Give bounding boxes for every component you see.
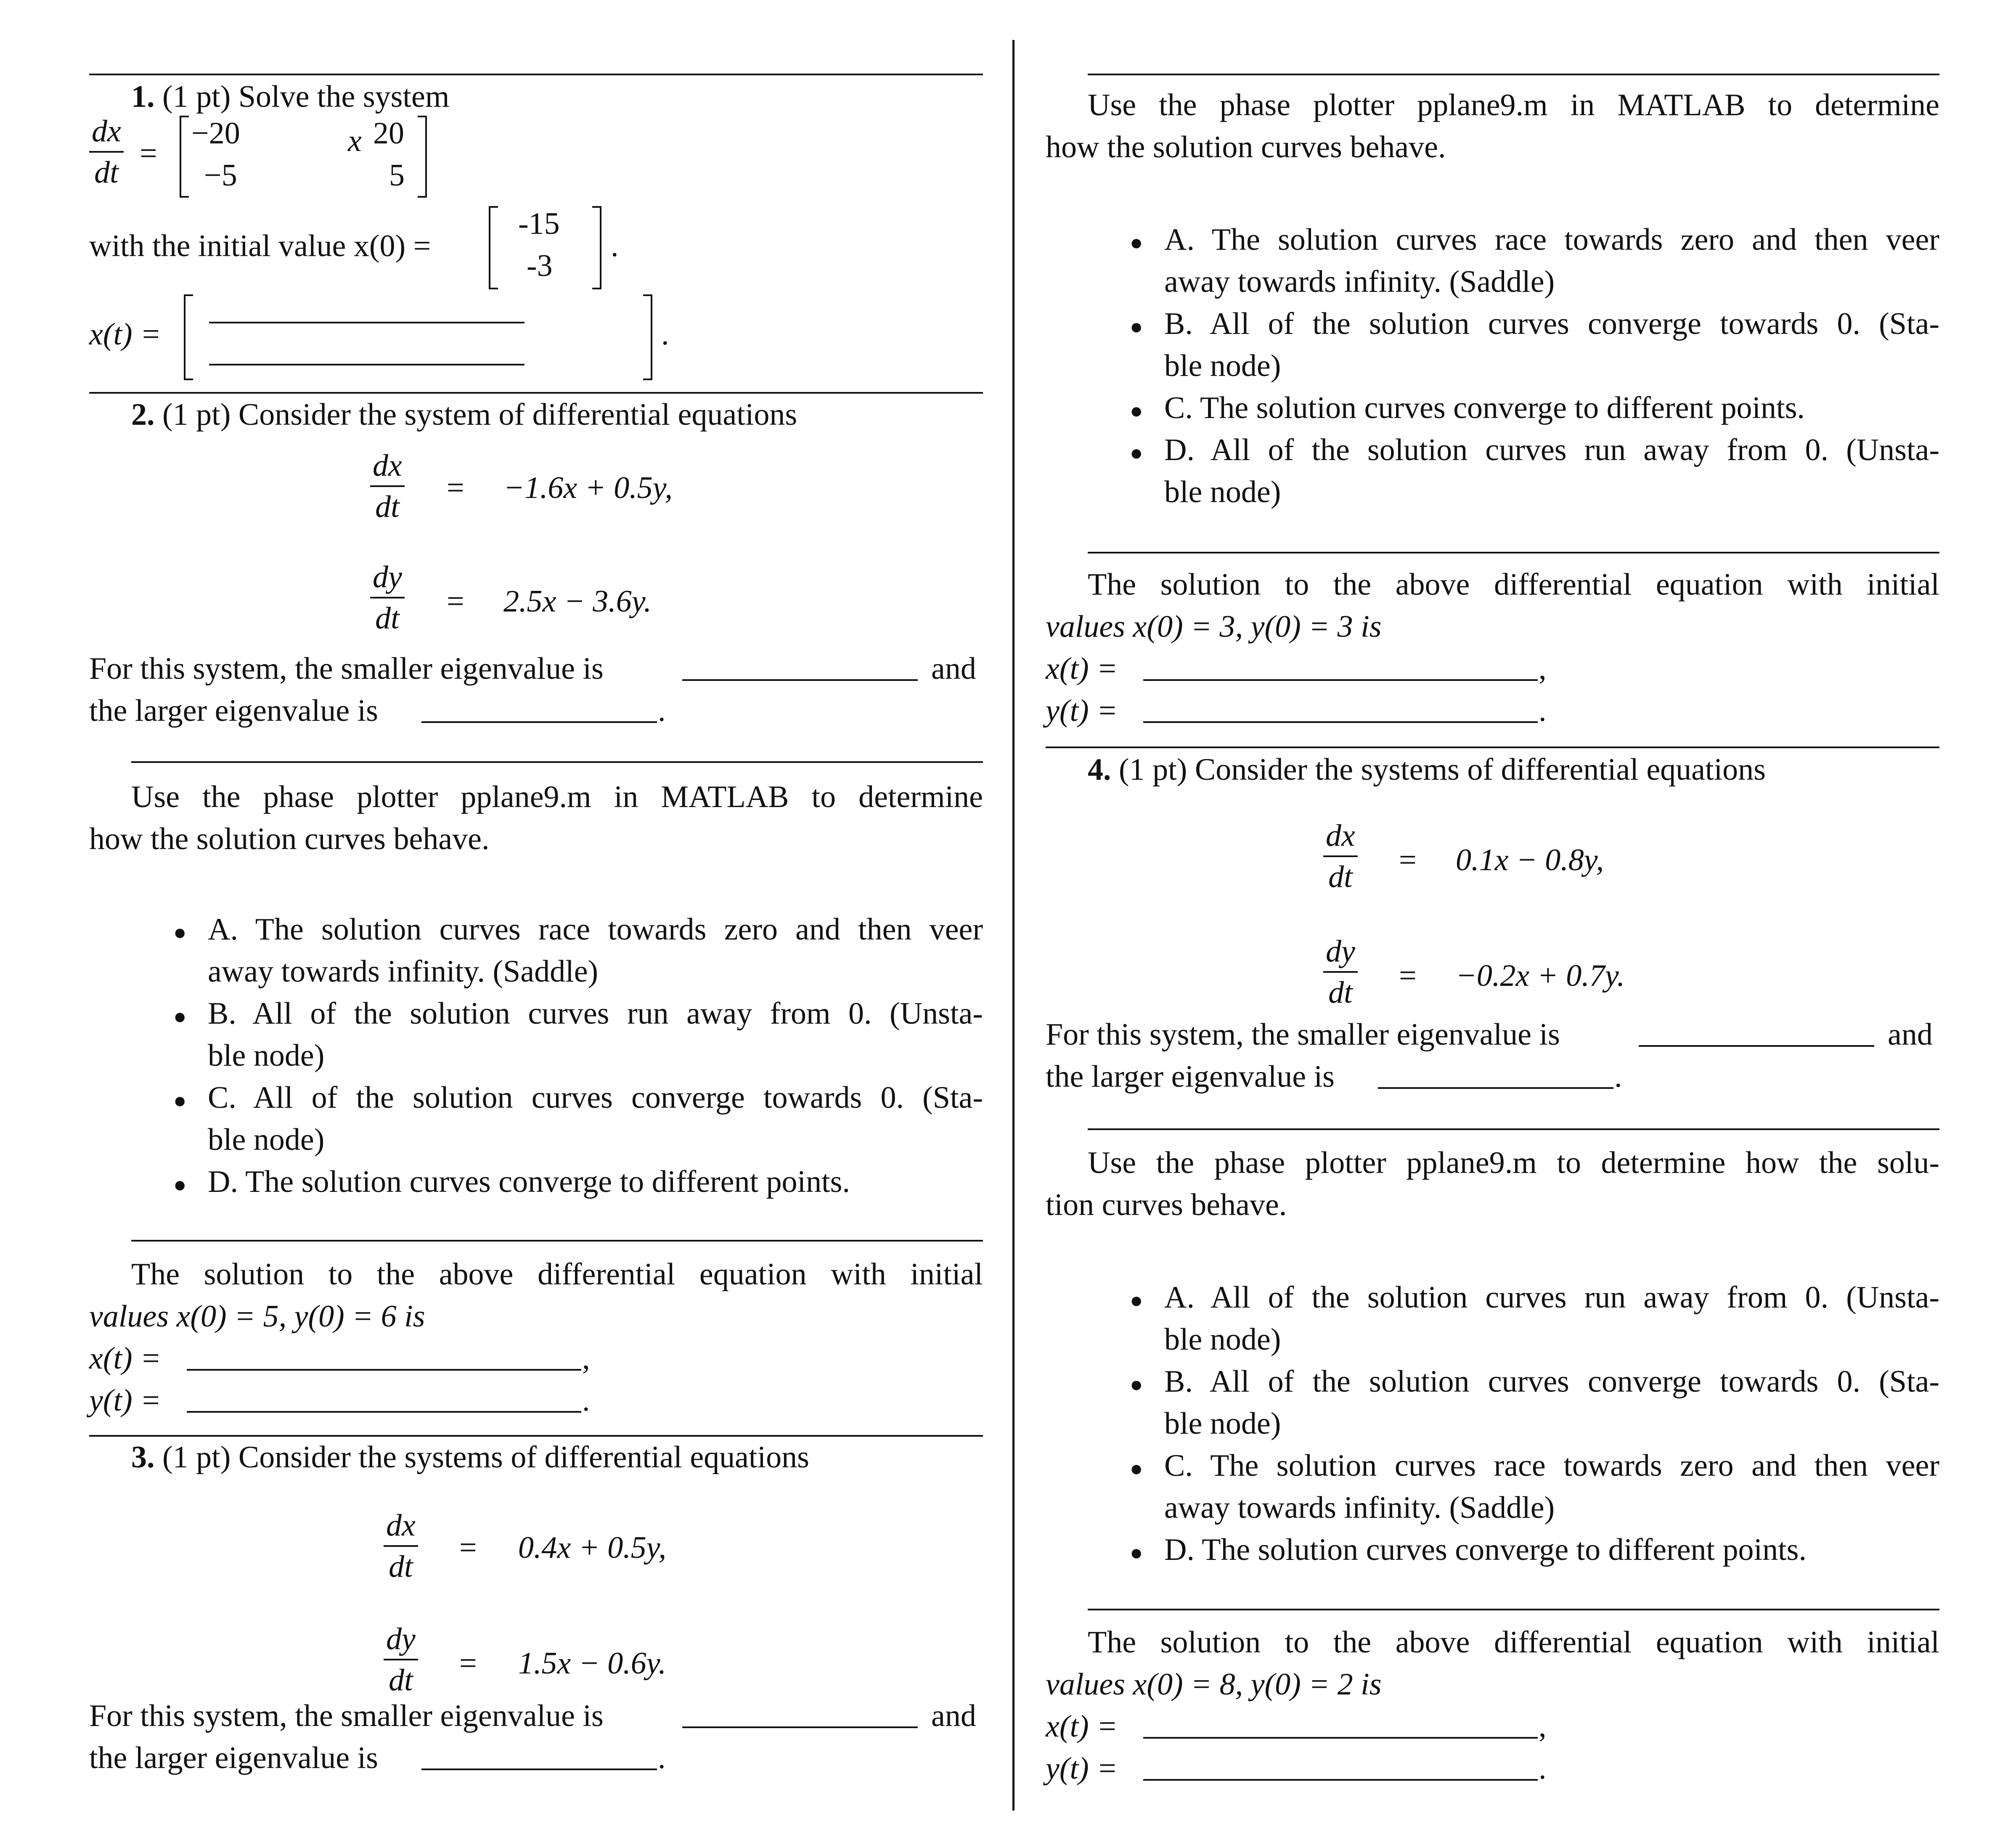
fraction: $\frac{dx}{dt}$ [370,446,405,527]
answer-vector[interactable] [184,294,655,379]
fraction: $\frac{dx}{dt}$ [384,1506,418,1586]
bullet: ● [1130,1373,1143,1397]
answer-blank[interactable] [1639,1045,1874,1047]
problem-prompt: Consider the systems of differential equations [1195,752,1766,787]
bullet: ● [173,1089,187,1113]
equals-sign: = [447,471,464,505]
answer-blank[interactable] [421,721,657,723]
bullet: ● [1130,441,1143,465]
option-c[interactable]: C. All of the solution curves converge towards 0. (Sta- [208,1080,983,1115]
fraction: $\frac{dx}{dt}$ [89,111,124,192]
bullet: ● [173,1173,187,1197]
option-d[interactable]: D. The solution curves converge to different points. [208,1165,850,1199]
option-a-cont: away towards infinity. (Saddle) [208,954,599,989]
comma: , [1539,1709,1547,1744]
matrix-entry: 5 [389,158,405,193]
vector-x: x [348,124,362,158]
problem-points: (1 pt) [162,1440,231,1475]
equation-rhs: 0.4x + 0.5y, [518,1530,667,1565]
fraction: $\frac{dy}{dt}$ [384,1619,418,1700]
equation-row [1323,816,1358,897]
eigen-text: the larger eigenvalue is [89,694,378,728]
equation-row [384,1506,418,1586]
answer-blank[interactable] [1143,1737,1538,1739]
period: . [658,1741,666,1775]
right-bracket [592,206,601,289]
equation-rhs: 1.5x − 0.6y. [518,1646,667,1681]
rule [1088,74,1939,75]
option-c[interactable]: C. The solution curves race towards zero and then veer [1164,1448,1939,1483]
rule [1088,1128,1939,1130]
answer-label-xt: x(t) = [1046,1709,1118,1744]
answer-blank[interactable] [187,1411,581,1413]
rule [131,761,983,763]
bullet: ● [1130,1541,1143,1565]
period: . [1539,1751,1547,1786]
bullet: ● [1130,315,1143,339]
answer-label-xt: x(t) = [89,1341,162,1376]
equation-rhs: −0.2x + 0.7y. [1456,958,1625,993]
option-b[interactable]: B. All of the solution curves run away from 0. (Unsta- [208,996,983,1031]
phase-instruction: how the solution curves behave. [89,822,490,856]
equation-rhs: −1.6x + 0.5y, [503,471,673,505]
equals-sign: = [447,584,464,619]
eigen-and: and [931,1699,976,1733]
option-b[interactable]: B. All of the solution curves converge towards 0. (Sta- [1164,1364,1939,1399]
solution-text: values x(0) = 8, y(0) = 2 is [1046,1667,1382,1702]
problem-4-header [1088,749,1766,791]
bullet: ● [1130,231,1143,255]
answer-blank[interactable] [209,322,525,323]
eigen-and: and [1888,1017,1933,1052]
period: . [611,229,619,263]
fraction: $\frac{dy}{dt}$ [1323,932,1358,1012]
answer-blank[interactable] [421,1769,657,1770]
option-b-cont: ble node) [1164,1406,1281,1441]
equation-rhs: 2.5x − 3.6y. [503,584,652,619]
problem-prompt: Solve the system [238,79,450,114]
eigen-text: For this system, the smaller eigenvalue is [1046,1017,1560,1052]
problem-number: 3. [131,1440,155,1475]
equals-sign: = [1399,958,1417,993]
eigen-and: and [931,651,976,686]
option-c-cont: ble node) [208,1123,325,1157]
eigen-text: the larger eigenvalue is [89,1741,378,1775]
comma: , [1539,651,1547,686]
problem-number: 2. [131,397,155,432]
fraction: $\frac{dy}{dt}$ [370,557,405,638]
equation-row [370,557,405,638]
rule [1046,747,1939,748]
period: . [658,694,666,728]
bullet: ● [1130,399,1143,423]
equation-rhs: 0.1x − 0.8y, [1456,843,1604,877]
answer-blank[interactable] [1378,1087,1613,1089]
problem-3-header [131,1436,809,1478]
matrix-entry: −5 [204,158,237,193]
equals-sign: = [459,1530,477,1565]
solution-text: values x(0) = 3, y(0) = 3 is [1046,609,1382,644]
answer-blank[interactable] [682,1726,918,1728]
solution-text: The solution to the above differential equation with initial [131,1257,983,1292]
answer-blank[interactable] [1143,679,1538,681]
option-d-cont: ble node) [1164,475,1281,509]
problem-points: (1 pt) [162,79,231,114]
equation-row [1323,932,1358,1012]
answer-blank[interactable] [1143,1779,1538,1781]
option-c-cont: away towards infinity. (Saddle) [1164,1491,1555,1525]
option-b-cont: ble node) [208,1038,325,1073]
left-bracket [180,116,189,198]
solution-text: The solution to the above differential equation with initial [1088,567,1939,602]
answer-label-yt: y(t) = [1046,694,1118,728]
answer-blank[interactable] [209,364,525,365]
eigen-text: For this system, the smaller eigenvalue is [89,651,604,686]
problem-1-header [131,76,449,118]
period: . [661,317,669,352]
option-c[interactable]: C. The solution curves converge to different points. [1164,391,1805,425]
problem-1-system [89,111,124,192]
answer-label-yt: y(t) = [89,1383,162,1418]
equals-sign: = [459,1646,477,1681]
option-d[interactable]: D. The solution curves converge to different points. [1164,1533,1807,1567]
answer-label-xt: x(t) = [1046,651,1118,686]
solution-text: The solution to the above differential equation with initial [1088,1625,1939,1660]
coefficient-matrix [180,116,428,198]
answer-blank[interactable] [682,679,918,681]
period: . [1539,694,1547,728]
column-divider [1012,40,1015,1811]
phase-instruction: Use the phase plotter pplane9.m in MATLAB to determine [1088,88,1939,122]
bullet: ● [1130,1289,1143,1313]
right-bracket [418,116,427,198]
rule [89,74,983,75]
answer-label-yt: y(t) = [1046,1751,1118,1786]
problem-prompt: Consider the systems of differential equations [238,1440,809,1475]
right-bracket [643,294,652,380]
option-a[interactable]: A. All of the solution curves run away from 0. (Unsta- [1164,1280,1939,1315]
bullet: ● [173,1005,187,1029]
option-b-cont: ble node) [1164,349,1281,383]
matrix-entry: −20 [191,116,240,151]
answer-blank[interactable] [1143,721,1538,723]
option-d[interactable]: D. All of the solution curves run away from 0. (Unsta- [1164,433,1939,467]
option-a-cont: away towards infinity. (Saddle) [1164,265,1555,299]
problem-points: (1 pt) [1119,752,1187,787]
period: . [1614,1059,1622,1094]
vector-entry: -3 [527,249,553,283]
problem-number: 4. [1088,752,1111,787]
comma: , [582,1341,590,1376]
left-bracket [489,206,498,289]
phase-instruction: how the solution curves behave. [1046,130,1446,164]
eigen-text: the larger eigenvalue is [1046,1059,1335,1094]
period: . [582,1383,590,1418]
solution-text: values x(0) = 5, y(0) = 6 is [89,1299,425,1334]
problem-prompt: Consider the system of differential equations [238,397,797,432]
fraction: $\frac{dx}{dt}$ [1323,816,1358,897]
rule [131,1240,983,1242]
initial-vector [489,206,602,288]
problem-number: 1. [131,79,155,114]
equation-row [370,446,405,527]
problem-points: (1 pt) [162,397,231,432]
answer-blank[interactable] [187,1369,581,1371]
rule [1088,1609,1939,1610]
phase-instruction: Use the phase plotter pplane9.m in MATLAB to determine [131,780,983,814]
option-b[interactable]: B. All of the solution curves converge towards 0. (Sta- [1164,307,1939,341]
matrix-entry: 20 [373,116,404,151]
answer-label-xt: x(t) = [89,317,162,352]
left-bracket [184,294,193,380]
bullet: ● [173,921,187,945]
equals-sign: = [1399,843,1417,877]
vector-entry: -15 [518,207,560,241]
option-a-cont: ble node) [1164,1322,1281,1357]
option-a[interactable]: A. The solution curves race towards zero and then veer [208,912,983,947]
initial-value-label: with the initial value x(0) = [89,229,431,263]
equation-row [384,1619,418,1700]
phase-instruction: tion curves behave. [1046,1188,1287,1222]
bullet: ● [1130,1457,1143,1481]
problem-2-header [131,394,797,436]
equals-sign: = [140,136,157,171]
phase-instruction: Use the phase plotter pplane9.m to determine how the solu- [1088,1146,1939,1180]
eigen-text: For this system, the smaller eigenvalue is [89,1699,604,1733]
rule [1088,552,1939,553]
option-a[interactable]: A. The solution curves race towards zero and then veer [1164,222,1939,257]
